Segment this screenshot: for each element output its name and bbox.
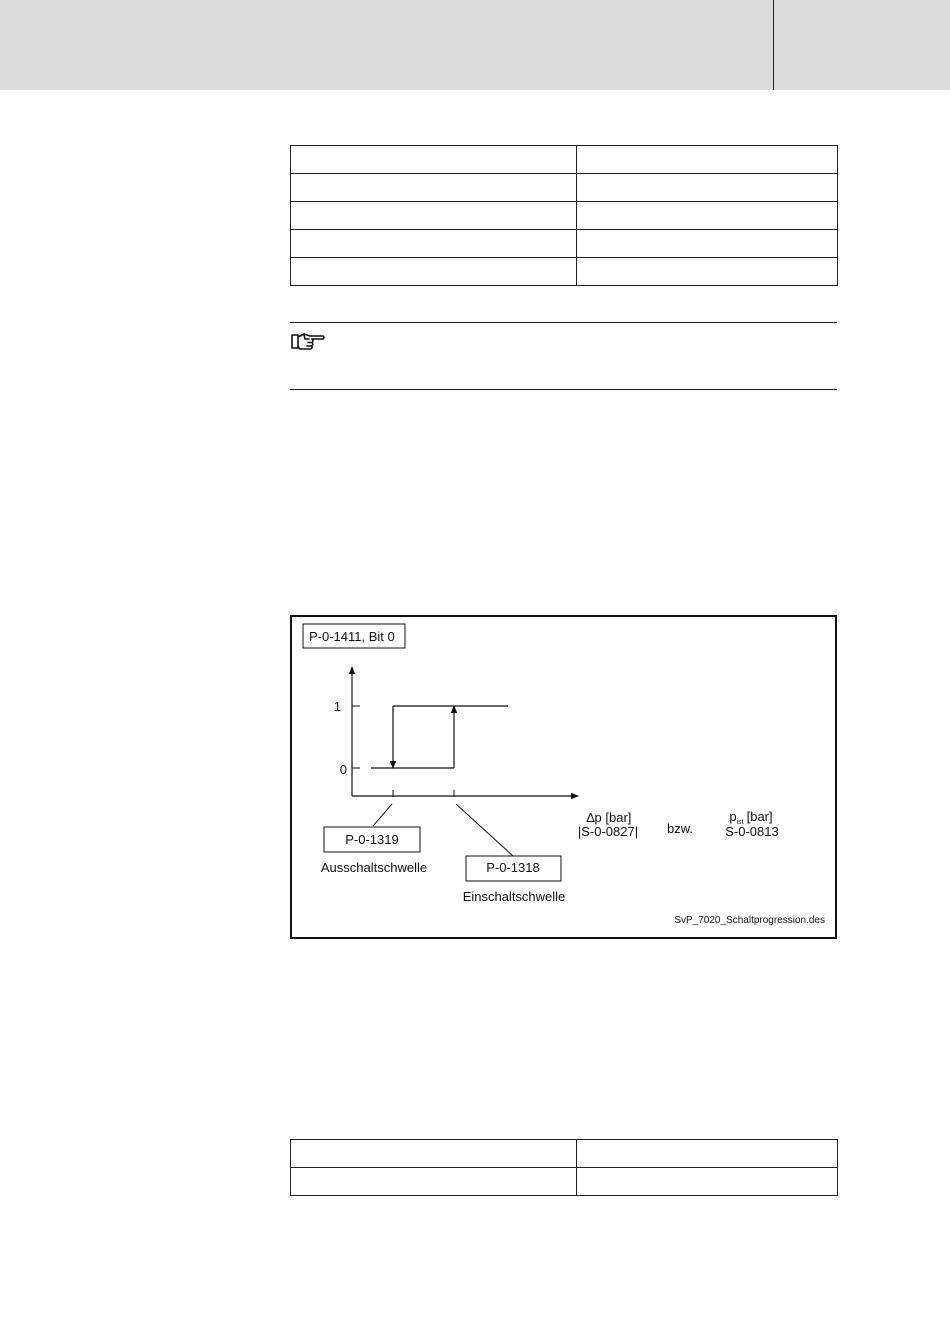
table-row: [291, 1140, 838, 1168]
table-cell: [577, 174, 838, 202]
table-cell: [577, 202, 838, 230]
dp-param-label: |S-0-0827|: [577, 824, 639, 839]
table-cell: [577, 146, 838, 174]
table-cell: [291, 146, 577, 174]
figure-filename: SvP_7020_Schaltprogression.des: [674, 915, 825, 926]
p-ist-unit: [bar]: [746, 809, 773, 824]
table-row: [291, 174, 838, 202]
table-cell: [577, 258, 838, 286]
p-ist-subscript: ist: [736, 819, 744, 826]
y-tick-label-high: 1: [333, 699, 341, 714]
switch-off-threshold-label: Ausschaltschwelle: [320, 860, 428, 875]
pointing-hand-icon: [290, 330, 326, 357]
table-row: [291, 230, 838, 258]
table-row: [291, 202, 838, 230]
page-header-band: [0, 0, 950, 90]
table-row: [291, 146, 838, 174]
p-ist-param-label: S-0-0813: [725, 824, 779, 839]
table-cell: [577, 1168, 838, 1196]
switch-on-threshold-label: Einschaltschwelle: [462, 889, 566, 904]
or-label: bzw.: [666, 821, 694, 836]
dp-axis-label: ∆p [bar]: [586, 810, 632, 825]
table-cell: [291, 1168, 577, 1196]
note-box: [290, 322, 837, 390]
table-cell: [291, 174, 577, 202]
parameter-table-bottom: [290, 1139, 838, 1196]
table-cell: [291, 1140, 577, 1168]
table-cell: [291, 230, 577, 258]
table-row: [291, 258, 838, 286]
table-row: [291, 1168, 838, 1196]
param-on-label: P-0-1318: [486, 860, 540, 875]
table-cell: [577, 1140, 838, 1168]
y-tick-label-low: 0: [339, 762, 347, 777]
table-cell: [291, 202, 577, 230]
param-off-label: P-0-1319: [345, 832, 399, 847]
table-cell: [577, 230, 838, 258]
page-margin-mark: [773, 0, 774, 90]
table-cell: [291, 258, 577, 286]
switching-hysteresis-diagram: [290, 615, 837, 939]
p-ist-symbol: p: [729, 809, 737, 824]
parameter-table-top: [290, 145, 838, 286]
signal-label: P-0-1411, Bit 0: [309, 629, 395, 644]
